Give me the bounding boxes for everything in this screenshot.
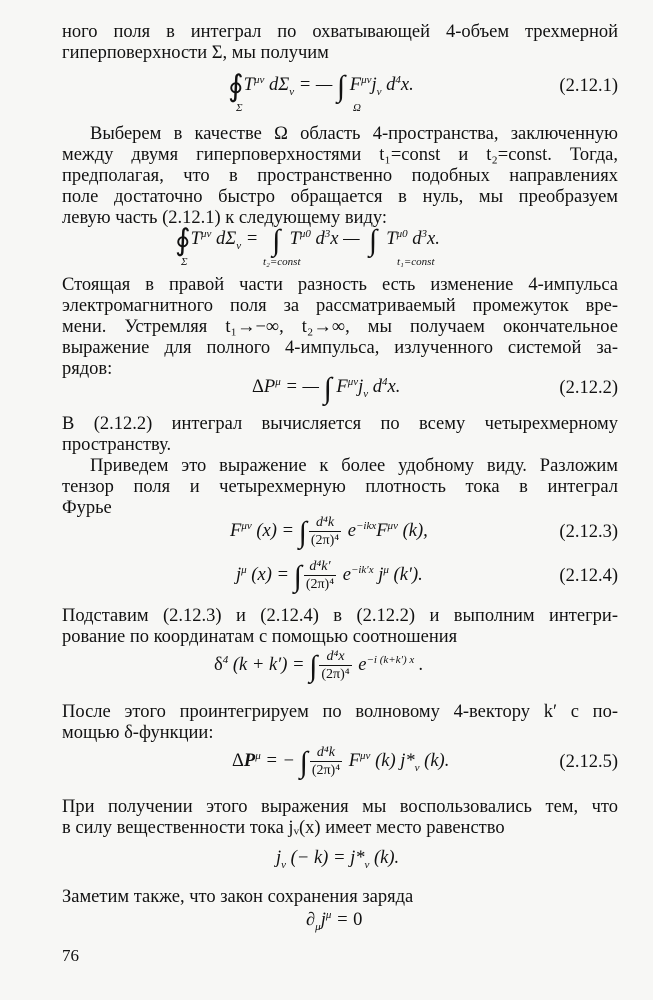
text-line: рование по координатам с помощью соотношения [62, 627, 458, 647]
equation-2-12-2: $\Delta P^\mu$ = — ∫ $F^{\mu\nu}j_\nu$ $d^4x$. [252, 372, 401, 405]
text-line: ного поля в интеграл по охватывающей 4-объем трехмерной [62, 22, 618, 42]
text-line: мени. Устремляя t₁→−∞, t₂→∞, мы получаем окончательное [62, 317, 618, 337]
text-line: пространству. [62, 435, 172, 455]
text-line: мощью δ-функции: [62, 723, 214, 743]
equation-number: (2.12.5) [559, 752, 618, 772]
oint-limit-sigma: Σ [236, 102, 243, 114]
text-line: тензор поля и четырехмерную плотность тока в интеграл [62, 477, 618, 497]
text-line: Стоящая в правой части разность есть изменение 4-импульса [62, 275, 618, 295]
text-line: Приведем это выражение к более удобному виду. Разложим [90, 456, 618, 476]
text-line: Выберем в качестве Ω область 4-пространства, заключенную [90, 124, 618, 144]
text-line: между двумя гиперповерхностями t₁=const и t₂=const. Тогда, [62, 145, 618, 165]
equation-2-12-1: $∮T^{\mu\nu}$ $d\Sigma_\nu$ = — ∫ $F^{\mu\nu}j_\nu$ $d^4x$. Σ Ω [228, 70, 414, 98]
equation-surface-split: $∮T^{\mu\nu}$ $d\Sigma_\nu$ = ∫ $T^{\mu 0}$ $d^3x$ — ∫ $T^{\mu 0}$ $d^3x$. Σ t₂=const t₁=const [175, 224, 440, 252]
text-line: В (2.12.2) интеграл вычисляется по всему четырехмерному [62, 414, 618, 434]
text-line: Заметим также, что закон сохранения заряда [62, 887, 414, 907]
text-line: рядов: [62, 359, 113, 379]
oint-limit-sigma: Σ [181, 256, 188, 268]
text-line: левую часть (2.12.1) к следующему виду: [62, 208, 388, 228]
text-line: После этого проинтегрируем по волновому 4-вектору k′ с по- [62, 702, 618, 722]
text-line: Подставим (2.12.3) и (2.12.4) в (2.12.2) и выполним интегри- [62, 606, 618, 626]
equation-number: (2.12.1) [559, 76, 618, 96]
equation-delta: $\delta^4$ (k + k′) = ∫ $\frac{\text{d⁴x}}{\text{(2π)⁴}}$ $e^{-i (k+k') x}$ . [214, 649, 424, 683]
int-limit-omega: Ω [353, 102, 361, 114]
text-line: При получении этого выражения мы воспользовались тем, что [62, 797, 618, 817]
equation-number: (2.12.4) [559, 566, 618, 586]
int-limit-t2: t₂=const [263, 256, 301, 268]
equation-2-12-5: $\Delta P^\mu$ = − ∫ $\frac{\text{d⁴k}}{\text{(2π)⁴}}$ $F^{\mu\nu}$ (k) $j*_\nu$ (k). [232, 745, 450, 779]
equation-number: (2.12.3) [559, 522, 618, 542]
text-line: предполагая, что в пространственно подобных направлениях [62, 166, 618, 186]
text-line: электромагнитного поля за рассматриваемый промежуток вре- [62, 296, 618, 316]
text-line: гиперповерхности Σ, мы получим [62, 43, 329, 63]
page-number: 76 [62, 946, 79, 965]
equation-conservation: $\partial_\mu j^\mu = 0$ [306, 909, 363, 933]
equation-number: (2.12.2) [559, 378, 618, 398]
equation-reality: $j_\nu$ (− $k) = j*_\nu$ (k). [276, 848, 400, 871]
equation-2-12-3: $F^{\mu\nu}$ (x) = ∫ $\frac{\text{d⁴k}}{\text{(2π)⁴}}$ $e^{-ikx}F^{\mu\nu}$ (k), [230, 515, 428, 549]
text-line: выражение для полного 4-импульса, излученного системой за- [62, 338, 618, 358]
text-line: в силу вещественности тока jᵥ(x) имеет место равенство [62, 818, 505, 838]
text-line: поле достаточно быстро обращается в нуль, мы преобразуем [62, 187, 618, 207]
text-line: Фурье [62, 498, 112, 518]
int-limit-t1: t₁=const [397, 256, 435, 268]
equation-2-12-4: $j^\mu$ (x) = ∫ $\frac{\text{d⁴k′}}{\text{(2π)⁴}}$ $e^{-ik'x}$ $j^\mu$ (k′). [236, 559, 423, 593]
